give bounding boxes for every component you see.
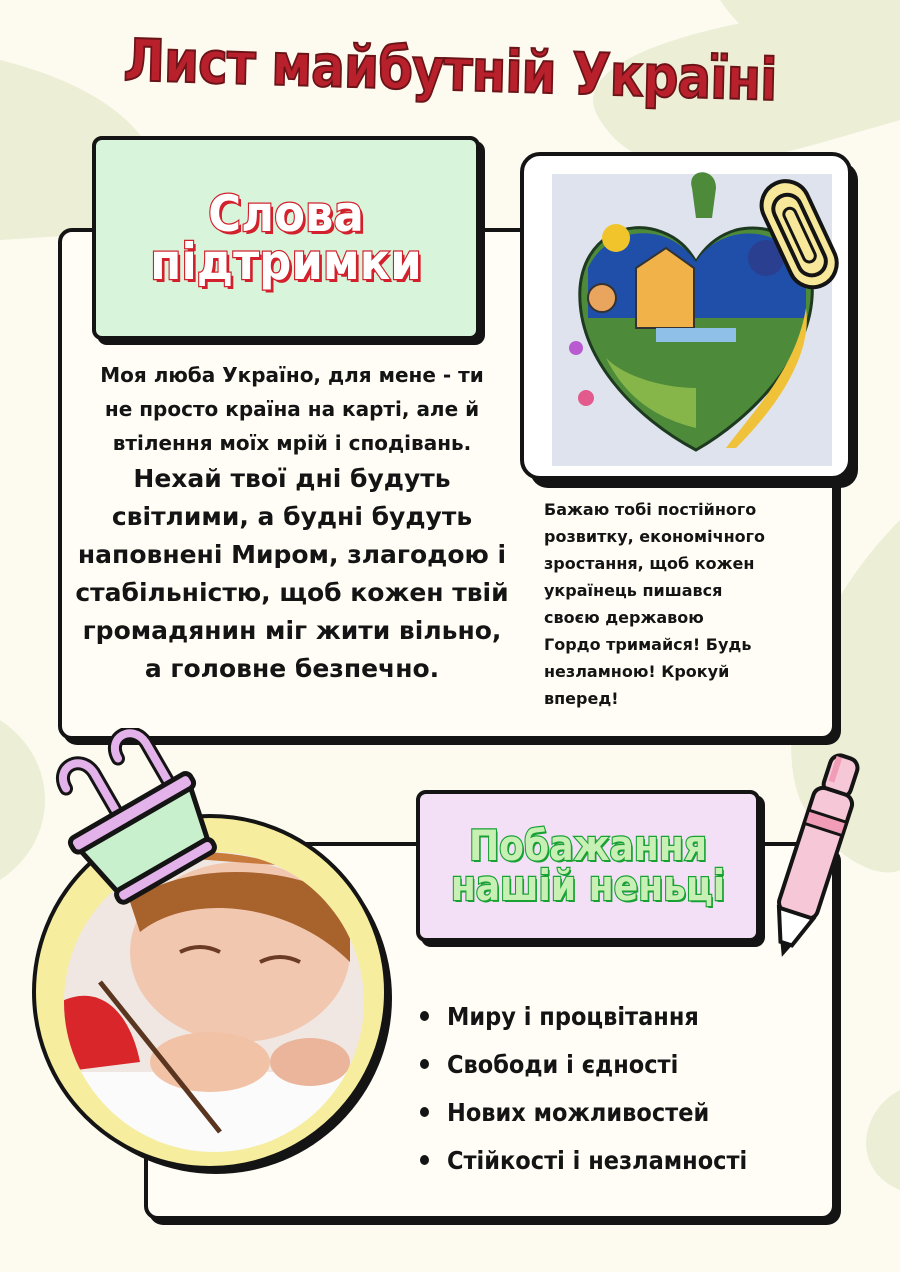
wishes-list xyxy=(420,992,820,1184)
support-text-line: громадянин міг жити вільно, xyxy=(82,616,502,645)
side-note-line: Бажаю тобі постійного xyxy=(544,500,757,519)
page-title: Лист майбутній Україні xyxy=(122,26,778,114)
list-item xyxy=(420,1136,780,1184)
binder-clip-icon xyxy=(50,728,220,906)
bullet-icon xyxy=(420,1011,429,1021)
list-item xyxy=(420,992,780,1040)
bullet-icon xyxy=(420,1107,429,1117)
support-text-line: не просто країна на карті, але й xyxy=(104,397,480,421)
support-text-line: а головне безпечно. xyxy=(144,654,440,683)
support-text-line: Моя люба Україно, для мене - ти xyxy=(100,363,484,387)
list-item xyxy=(420,1040,780,1088)
wish-text: Свободи і єдності xyxy=(447,1049,679,1079)
wishes-heading-box xyxy=(416,790,760,942)
support-text-line: Нехай твої дні будуть xyxy=(133,464,451,493)
side-note-line: незламною! Крокуй xyxy=(544,662,730,681)
support-text-line: наповнені Миром, злагодою і xyxy=(77,540,507,569)
paperclip-icon xyxy=(754,170,846,302)
support-heading-line1: Слова xyxy=(208,185,364,243)
side-note-line: своєю державою xyxy=(544,608,704,627)
side-note-line: українець пишався xyxy=(544,581,723,600)
pen-icon xyxy=(764,748,864,968)
support-text xyxy=(66,358,518,688)
list-item xyxy=(420,1088,780,1136)
support-heading-line2: підтримки xyxy=(150,233,422,291)
side-note-line: розвитку, економічного xyxy=(544,527,765,546)
bullet-icon xyxy=(420,1155,429,1165)
support-text-line: світлими, а будні будуть xyxy=(111,502,473,531)
side-note-line: вперед! xyxy=(544,689,619,708)
wishes-heading-line2: нашій неньці xyxy=(450,861,726,910)
wish-text: Нових можливостей xyxy=(447,1097,710,1127)
wish-text: Стійкості і незламності xyxy=(447,1145,748,1175)
support-heading-box xyxy=(92,136,480,340)
wish-text: Миру і процвітання xyxy=(447,1001,699,1031)
wishes-heading-line1: Побажання xyxy=(468,821,708,870)
side-note-line: Гордо тримайся! Будь xyxy=(544,635,752,654)
bullet-icon xyxy=(420,1059,429,1069)
support-text-line: втілення моїх мрій і сподівань. xyxy=(112,431,472,455)
side-note-line: зростання, щоб кожен xyxy=(544,554,755,573)
side-note xyxy=(544,496,765,712)
support-text-line: стабільністю, щоб кожен твій xyxy=(75,578,509,607)
